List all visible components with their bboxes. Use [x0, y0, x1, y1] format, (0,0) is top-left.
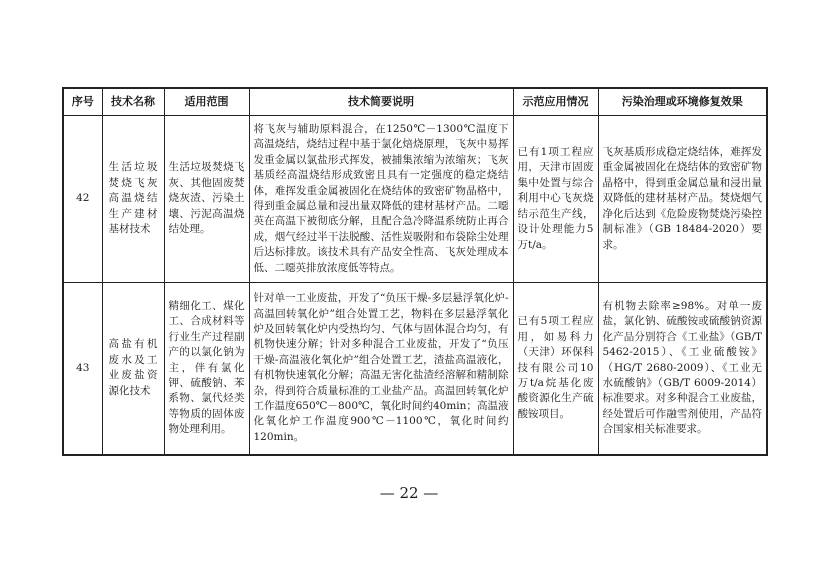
- technology-name: 生活垃圾焚烧飞灰高温烧结生产建材基材技术: [102, 116, 164, 283]
- description: 针对单一工业废盐，开发了“负压干燥-多层悬浮氧化炉-高温回转氧化炉”组合处置工艺，物料在多层悬浮氧化炉及回转氧化炉内受热均匀、气体与固体混合均匀，有机物快速分解；针对多种混合工业废盐，开发了“负压干燥-高温液化氧化炉”组合处置工艺，渣盐高温液化，有机物快速氧化分解；高温无害化盐渣经溶解和精制除杂，得到符合质量标准的工业盐产品。高温回转氧化炉工作温度650℃－800℃，氧化时间约40min；高温液化氧化炉工作温度900℃－1100℃，氧化时间约120min。: [249, 283, 513, 455]
- scope: 生活垃圾焚烧飞灰、其他固废焚烧灰渣、污染土壤、污泥高温烧结处理。: [164, 116, 249, 283]
- header-no: 序号: [63, 88, 102, 116]
- header-effect: 污染治理或环境修复效果: [598, 88, 767, 116]
- effect: 有机物去除率≥98%。对单一废盐，氯化钠、硫酸铵或硫酸钠资源化产品分别符合《工业盐》（GB/T 5462-2015）、《工业硫酸铵》（HG/T 2680-2009）、《工业无水硫酸钠》（GB/T 6009-2014）标准要求。对多种混合工业废盐，经处置后可作融雪剂使用，产品符合国家相关标准要求。: [598, 283, 767, 455]
- application: 已有1项工程应用，天津市固废集中处置与综合利用中心飞灰烧结示范生产线，设计处理能力5万t/a。: [513, 116, 598, 283]
- application: 已有5项工程应用，如易科力（天津）环保科技有限公司10万t/a烷基化废酸资源化生产硫酸铵项目。: [513, 283, 598, 455]
- description: 将飞灰与辅助原料混合，在1250℃－1300℃温度下高温烧结，烧结过程中基于氯化焙烧原理，飞灰中易挥发重金属以氯盐形式挥发，被捕集浓缩为浓缩灰；飞灰基质经高温烧结形成致密且具有一定强度的稳定烧结体，难挥发重金属被固化在烧结体的致密矿物晶格中，得到重金属总量和浸出量双降低的建材基材产品。二噁英在高温下被彻底分解，且配合急冷降温系统防止再合成，烟气经过半干法脱酸、活性炭吸附和布袋除尘处理后达标排放。该技术具有产品安全性高、飞灰处理成本低、二噁英排放浓度低等特点。: [249, 116, 513, 283]
- header-application: 示范应用情况: [513, 88, 598, 116]
- row-number: 42: [63, 116, 102, 283]
- effect: 飞灰基质形成稳定烧结体，难挥发重金属被固化在烧结体的致密矿物晶格中，得到重金属总量和浸出量双降低的建材基材产品。焚烧烟气净化后达到《危险废物焚烧污染控制标准》（GB 18484-2020）要求。: [598, 116, 767, 283]
- row-number: 43: [63, 283, 102, 455]
- scope: 精细化工、煤化工、合成材料等行业生产过程副产的以氯化钠为主，伴有氯化钾、硫酸钠、苯系物、氯代烃类等物质的固体废物处理利用。: [164, 283, 249, 455]
- technology-table: [62, 87, 768, 456]
- header-description: 技术简要说明: [249, 88, 513, 116]
- technology-name: 高盐有机废水及工业废盐资源化技术: [102, 283, 164, 455]
- table-row: [63, 116, 767, 283]
- header-name: 技术名称: [102, 88, 164, 116]
- page-number: — 22 —: [379, 484, 439, 502]
- table-header-row: [63, 88, 767, 116]
- header-scope: 适用范围: [164, 88, 249, 116]
- table-row: [63, 283, 767, 455]
